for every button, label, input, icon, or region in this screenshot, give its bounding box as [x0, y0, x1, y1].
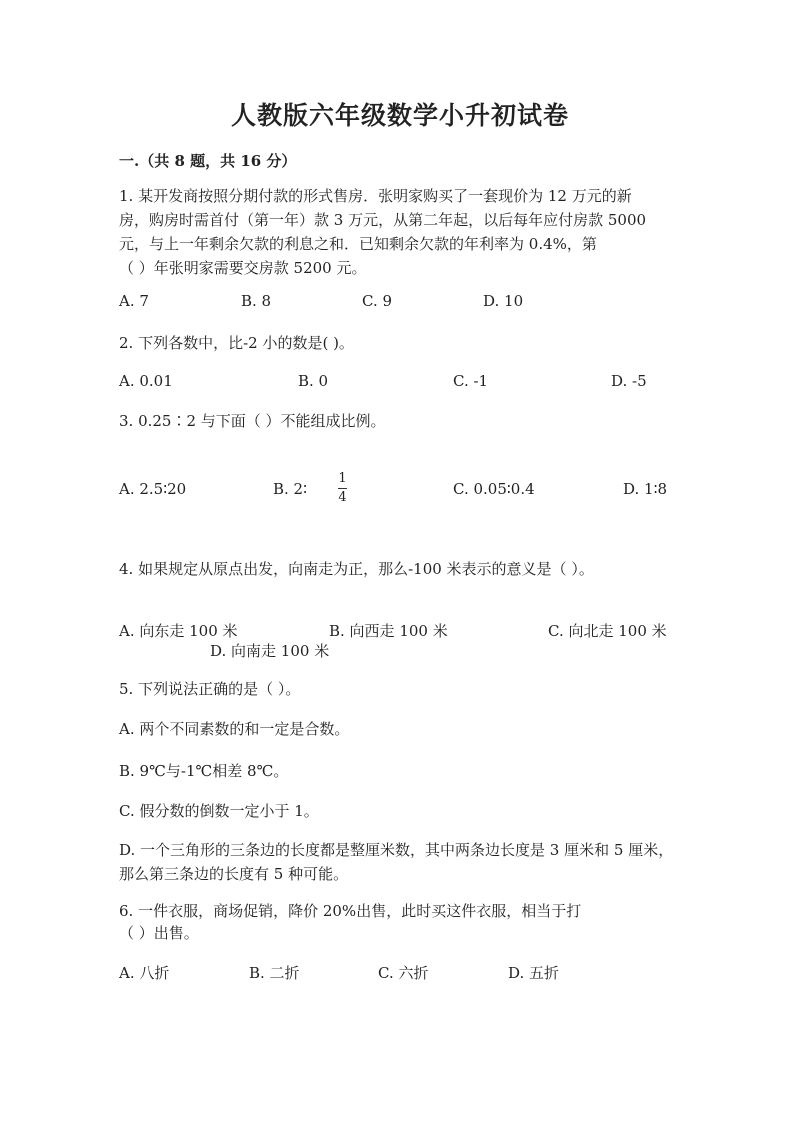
question-5-option-c: C. 假分数的倒数一定小于 1。: [119, 802, 319, 820]
question-1-option-b: B. 8: [241, 292, 272, 310]
question-1-option-a: A. 7: [119, 292, 149, 310]
question-2-stem: 2. 下列各数中，比-2 小的数是( )。: [119, 334, 354, 352]
question-6-option-d: D. 五折: [508, 964, 560, 982]
question-5-stem: 5. 下列说法正确的是（ ）。: [119, 680, 301, 698]
question-3-option-d: D. 1∶8: [623, 480, 668, 498]
question-3-option-b: B. 2∶: [273, 480, 308, 498]
question-4-option-c: C. 向北走 100 米: [548, 622, 667, 640]
question-1-line-3: 元，与上一年剩余欠款的利息之和．已知剩余欠款的年利率为 0.4%，第: [119, 235, 597, 253]
question-4-option-a: A. 向东走 100 米: [119, 622, 238, 640]
question-3-option-a: A. 2.5∶20: [119, 480, 187, 498]
question-6-option-c: C. 六折: [378, 964, 429, 982]
question-6-option-a: A. 八折: [119, 964, 170, 982]
fraction-denominator: 4: [338, 490, 347, 505]
question-5-option-b: B. 9℃与-1℃相差 8℃。: [119, 762, 289, 780]
question-2-option-c: C. -1: [453, 372, 489, 390]
question-4-option-b: B. 向西走 100 米: [329, 622, 448, 640]
fraction-one-quarter: [338, 472, 347, 505]
question-1-option-c: C. 9: [362, 292, 393, 310]
question-1-option-d: D. 10: [483, 292, 524, 310]
question-3-stem: 3. 0.25∶2 与下面（ ）不能组成比例。: [119, 412, 386, 430]
section-heading: 一.（共 8 题，共 16 分）: [119, 152, 297, 170]
question-6-line-1: 6. 一件衣服，商场促销，降价 20%出售，此时买这件衣服，相当于打: [119, 902, 582, 920]
question-2-option-b: B. 0: [298, 372, 329, 390]
question-5-option-a: A. 两个不同素数的和一定是合数。: [119, 720, 350, 738]
question-6-option-b: B. 二折: [249, 964, 300, 982]
question-5-option-d: D. 一个三角形的三条边的长度都是整厘米数，其中两条边长度是 3 厘米和 5 厘米，那么第三条边的长度有 5 种可能。: [119, 841, 674, 883]
question-1-line-1: 1. 某开发商按照分期付款的形式售房．张明家购买了一套现价为 12 万元的新: [119, 187, 632, 205]
question-4-stem: 4. 如果规定从原点出发，向南走为正，那么-100 米表示的意义是（ ）。: [119, 560, 594, 578]
fraction-numerator: 1: [338, 471, 347, 486]
question-6-line-2: （ ）出售。: [119, 924, 199, 942]
question-1-line-4: （ ）年张明家需要交房款 5200 元。: [119, 259, 367, 277]
question-2-option-d: D. -5: [611, 372, 647, 390]
question-4-option-d: D. 向南走 100 米: [210, 642, 330, 660]
fraction-bar: [338, 488, 347, 489]
question-1-line-2: 房，购房时需首付（第一年）款 3 万元，从第二年起，以后每年应付房款 5000: [119, 211, 647, 229]
question-2-option-a: A. 0.01: [119, 372, 173, 390]
page-title: 人教版六年级数学小升初试卷: [230, 101, 569, 130]
question-3-option-c: C. 0.05∶0.4: [453, 480, 535, 498]
